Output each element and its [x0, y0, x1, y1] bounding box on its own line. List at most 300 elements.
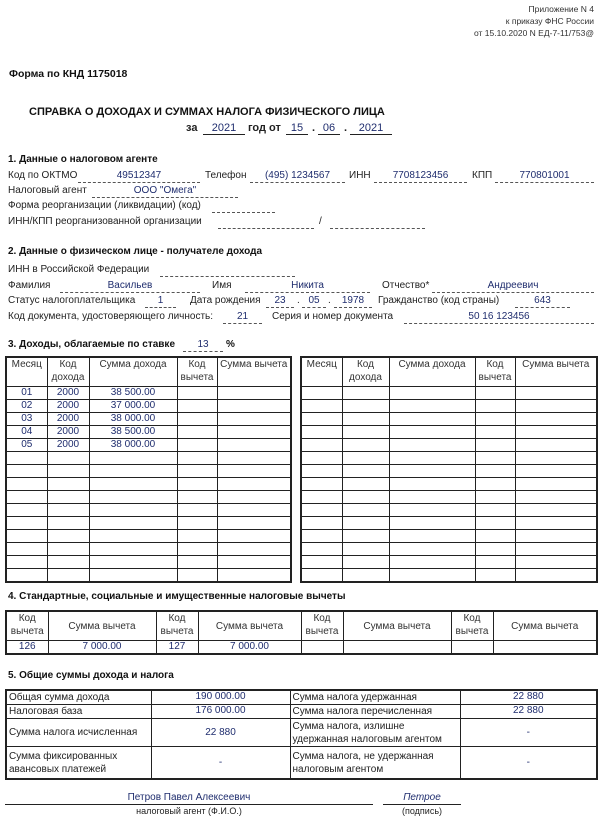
- totals-label: Сумма налога, не удержанная налоговым агентом: [290, 747, 460, 780]
- table-cell[interactable]: [389, 504, 475, 517]
- table-row: [301, 465, 597, 478]
- table-cell[interactable]: [515, 517, 597, 530]
- table-row: [6, 465, 291, 478]
- table-cell[interactable]: [217, 439, 291, 452]
- table-cell[interactable]: [389, 465, 475, 478]
- table-cell[interactable]: [475, 543, 515, 556]
- table-cell[interactable]: [475, 504, 515, 517]
- table-row: [6, 439, 291, 452]
- table-row: [6, 400, 291, 413]
- table-row: [6, 426, 291, 439]
- table-cell[interactable]: [389, 478, 475, 491]
- status-row: [0, 294, 600, 308]
- kpp-field[interactable]: 770801001: [495, 169, 594, 183]
- section3-title: 3. Доходы, облагаемые по ставке: [8, 339, 176, 350]
- deduction-code-header: Код вычета: [451, 611, 493, 641]
- table-row: [6, 569, 291, 583]
- report-year: 2021: [203, 121, 245, 135]
- table-cell[interactable]: [389, 387, 475, 400]
- reorg-inn-label: ИНН/КПП реорганизованной организации: [8, 216, 202, 227]
- table-row: [301, 491, 597, 504]
- totals-value[interactable]: 22 880: [151, 719, 290, 747]
- table-cell[interactable]: 38 000.00: [89, 413, 177, 426]
- table-row: [301, 478, 597, 491]
- document-title: СПРАВКА О ДОХОДАХ И СУММАХ НАЛОГА ФИЗИЧЕСКОГО ЛИЦА: [29, 106, 385, 118]
- table-cell[interactable]: [47, 556, 89, 569]
- table-cell[interactable]: [475, 400, 515, 413]
- phone-field[interactable]: (495) 1234567: [250, 169, 345, 183]
- citizenship-field[interactable]: 643: [515, 294, 570, 308]
- table-cell[interactable]: [177, 465, 217, 478]
- table-cell[interactable]: [515, 504, 597, 517]
- table-cell[interactable]: [475, 426, 515, 439]
- table-row: [6, 504, 291, 517]
- table-cell[interactable]: [47, 452, 89, 465]
- table-cell[interactable]: [89, 530, 177, 543]
- totals-label: Сумма налога, излишне удержанная налоговым агентом: [290, 719, 460, 747]
- income-table-right: [300, 356, 598, 583]
- column-header: Месяц: [301, 357, 342, 387]
- deduction-code[interactable]: [451, 641, 493, 655]
- deduction-sum[interactable]: 7 000.00: [48, 641, 156, 655]
- table-cell[interactable]: [217, 504, 291, 517]
- table-cell[interactable]: [301, 478, 342, 491]
- table-cell[interactable]: [47, 465, 89, 478]
- date-dot: .: [344, 122, 348, 134]
- table-cell[interactable]: [389, 439, 475, 452]
- table-cell[interactable]: [217, 452, 291, 465]
- status-label: Статус налогоплательщика: [8, 295, 136, 306]
- table-cell[interactable]: [342, 387, 389, 400]
- table-cell[interactable]: [301, 452, 342, 465]
- deduction-sum-header: Сумма вычета: [493, 611, 597, 641]
- birth-day-field[interactable]: 23: [266, 294, 294, 308]
- deduction-code-header: Код вычета: [6, 611, 48, 641]
- doc-code-label: Код документа, удостоверяющего личность:: [8, 311, 214, 322]
- totals-value[interactable]: -: [460, 747, 597, 780]
- citizenship-label: Гражданство (код страны): [378, 295, 500, 306]
- report-date-year: 2021: [350, 121, 392, 135]
- totals-row: [6, 747, 597, 780]
- doc-number-label: Серия и номер документа: [272, 311, 394, 322]
- report-month: 06: [318, 121, 340, 135]
- table-cell[interactable]: [301, 426, 342, 439]
- table-cell[interactable]: [47, 530, 89, 543]
- table-cell[interactable]: 38 000.00: [89, 439, 177, 452]
- table-cell[interactable]: [47, 478, 89, 491]
- table-cell[interactable]: [47, 517, 89, 530]
- table-cell[interactable]: [389, 569, 475, 583]
- section4-title: 4. Стандартные, социальные и имущественные налоговые вычеты: [8, 591, 346, 602]
- agent-name: Петров Павел Алексеевич: [5, 791, 373, 805]
- table-cell[interactable]: [389, 543, 475, 556]
- birth-year-field[interactable]: 1978: [334, 294, 372, 308]
- reorg-row: [0, 199, 600, 213]
- deduction-sum-header: Сумма вычета: [343, 611, 451, 641]
- table-cell[interactable]: [475, 530, 515, 543]
- doc-code-field[interactable]: 21: [223, 310, 262, 324]
- table-cell[interactable]: [6, 452, 47, 465]
- table-cell[interactable]: [342, 530, 389, 543]
- deduction-code[interactable]: [301, 641, 343, 655]
- table-cell[interactable]: [89, 504, 177, 517]
- table-cell[interactable]: [177, 543, 217, 556]
- inn-label: ИНН: [349, 170, 371, 181]
- totals-row: [6, 719, 597, 747]
- table-header-row: [6, 611, 597, 641]
- table-row: [301, 543, 597, 556]
- table-cell[interactable]: [342, 543, 389, 556]
- oktmo-label: Код по ОКТМО: [8, 170, 78, 181]
- totals-label: Сумма налога исчисленная: [6, 719, 151, 747]
- table-cell[interactable]: [342, 478, 389, 491]
- order-date-note: от 15.10.2020 N ЕД-7-11/753@: [473, 28, 594, 38]
- table-row: [6, 491, 291, 504]
- table-cell[interactable]: [6, 478, 47, 491]
- table-cell[interactable]: [6, 517, 47, 530]
- deduction-code[interactable]: 127: [156, 641, 198, 655]
- totals-table: [5, 689, 598, 780]
- agent-label: Налоговый агент: [8, 185, 87, 196]
- status-field[interactable]: 1: [145, 294, 176, 308]
- table-cell[interactable]: [475, 491, 515, 504]
- table-cell[interactable]: [389, 426, 475, 439]
- table-cell[interactable]: [177, 556, 217, 569]
- surname-field[interactable]: Васильев: [60, 279, 200, 293]
- table-cell[interactable]: [475, 413, 515, 426]
- table-cell[interactable]: [177, 400, 217, 413]
- table-cell[interactable]: [475, 517, 515, 530]
- table-row: [301, 426, 597, 439]
- reorg-inn-field[interactable]: [218, 215, 314, 229]
- totals-value[interactable]: -: [460, 719, 597, 747]
- table-cell[interactable]: [301, 556, 342, 569]
- table-cell[interactable]: [515, 530, 597, 543]
- table-cell[interactable]: [177, 452, 217, 465]
- table-row: [301, 387, 597, 400]
- table-cell[interactable]: [6, 504, 47, 517]
- table-cell[interactable]: [301, 413, 342, 426]
- person-inn-field[interactable]: [160, 263, 295, 277]
- section3-title-row: [0, 338, 600, 352]
- table-cell[interactable]: [217, 426, 291, 439]
- table-cell[interactable]: [89, 517, 177, 530]
- table-cell[interactable]: [6, 530, 47, 543]
- totals-value[interactable]: 22 880: [460, 705, 597, 719]
- table-cell[interactable]: [177, 530, 217, 543]
- table-cell[interactable]: [89, 569, 177, 583]
- table-cell[interactable]: [47, 504, 89, 517]
- table-cell[interactable]: [6, 465, 47, 478]
- deductions-table: [5, 610, 598, 655]
- table-cell[interactable]: [301, 543, 342, 556]
- table-cell[interactable]: [47, 491, 89, 504]
- table-cell[interactable]: [6, 491, 47, 504]
- oktmo-field[interactable]: 49512347: [78, 169, 200, 183]
- table-cell[interactable]: [515, 569, 597, 583]
- table-cell[interactable]: [89, 556, 177, 569]
- totals-value[interactable]: 176 000.00: [151, 705, 290, 719]
- table-cell[interactable]: [515, 543, 597, 556]
- date-dot: .: [312, 122, 316, 134]
- income-table-left: [5, 356, 292, 583]
- table-cell[interactable]: [342, 517, 389, 530]
- table-row: [301, 569, 597, 583]
- table-cell[interactable]: [342, 504, 389, 517]
- table-cell[interactable]: 03: [6, 413, 47, 426]
- table-row: [6, 413, 291, 426]
- table-cell[interactable]: [217, 413, 291, 426]
- totals-value[interactable]: 190 000.00: [151, 690, 290, 705]
- table-cell[interactable]: [177, 569, 217, 583]
- table-cell[interactable]: [177, 491, 217, 504]
- table-cell[interactable]: [217, 491, 291, 504]
- column-header: Код дохода: [342, 357, 389, 387]
- table-cell[interactable]: [515, 478, 597, 491]
- deduction-sum[interactable]: [343, 641, 451, 655]
- table-cell[interactable]: [89, 452, 177, 465]
- doc-number-field[interactable]: 50 16 123456: [404, 310, 594, 324]
- table-row: [6, 387, 291, 400]
- table-cell[interactable]: [475, 439, 515, 452]
- table-cell[interactable]: [177, 426, 217, 439]
- table-cell[interactable]: [301, 491, 342, 504]
- table-cell[interactable]: [177, 478, 217, 491]
- totals-label: Налоговая база: [6, 705, 151, 719]
- deduction-code-header: Код вычета: [156, 611, 198, 641]
- table-cell[interactable]: [342, 426, 389, 439]
- signature: Петрое: [383, 791, 461, 805]
- table-row: [301, 452, 597, 465]
- table-cell[interactable]: 2000: [47, 439, 89, 452]
- date-dot: .: [328, 295, 331, 306]
- agent-field[interactable]: ООО "Омега": [92, 184, 238, 198]
- table-cell[interactable]: [217, 556, 291, 569]
- deduction-code-header: Код вычета: [301, 611, 343, 641]
- person-inn-label: ИНН в Российской Федерации: [8, 264, 150, 275]
- signature-caption: (подпись): [401, 806, 443, 816]
- table-cell[interactable]: 2000: [47, 426, 89, 439]
- table-cell[interactable]: [515, 465, 597, 478]
- order-note: к приказу ФНС России: [505, 16, 594, 26]
- name-label: Имя: [212, 280, 232, 291]
- agent-codes-row: [0, 169, 600, 183]
- table-header-row: [6, 357, 291, 387]
- table-cell[interactable]: [217, 530, 291, 543]
- deduction-sum[interactable]: [493, 641, 597, 655]
- person-name-row: [0, 279, 600, 293]
- table-cell[interactable]: [389, 491, 475, 504]
- for-label: за: [186, 122, 198, 134]
- table-cell[interactable]: [475, 569, 515, 583]
- table-cell[interactable]: [389, 400, 475, 413]
- report-date-row: [0, 121, 600, 135]
- table-cell[interactable]: [177, 439, 217, 452]
- appendix-note: Приложение N 4: [528, 4, 594, 14]
- column-header: Код дохода: [47, 357, 89, 387]
- reorg-inn-row: [0, 215, 600, 229]
- table-cell[interactable]: [301, 465, 342, 478]
- table-cell[interactable]: [301, 517, 342, 530]
- deduction-code[interactable]: 126: [6, 641, 48, 655]
- percent-sign: %: [226, 339, 235, 350]
- kpp-label: КПП: [472, 170, 493, 181]
- table-row: [6, 556, 291, 569]
- reorg-field[interactable]: [212, 199, 275, 213]
- table-cell[interactable]: [515, 426, 597, 439]
- table-cell[interactable]: [342, 452, 389, 465]
- column-header: Сумма дохода: [389, 357, 475, 387]
- table-cell[interactable]: [301, 569, 342, 583]
- reorg-label: Форма реорганизации (ликвидации) (код): [8, 200, 201, 211]
- table-cell[interactable]: [301, 439, 342, 452]
- agent-caption: налоговый агент (Ф.И.О.): [136, 806, 242, 816]
- table-cell[interactable]: 2000: [47, 400, 89, 413]
- table-cell[interactable]: [301, 387, 342, 400]
- totals-label: Сумма налога удержанная: [290, 690, 460, 705]
- table-cell[interactable]: [475, 556, 515, 569]
- table-cell[interactable]: [177, 413, 217, 426]
- totals-label: Сумма налога перечисленная: [290, 705, 460, 719]
- table-cell[interactable]: [47, 569, 89, 583]
- table-cell[interactable]: 02: [6, 400, 47, 413]
- table-cell[interactable]: [301, 504, 342, 517]
- table-cell[interactable]: [342, 465, 389, 478]
- table-cell[interactable]: [515, 556, 597, 569]
- section5-title: 5. Общие суммы дохода и налога: [8, 670, 174, 681]
- table-row: [6, 530, 291, 543]
- table-cell[interactable]: 04: [6, 426, 47, 439]
- table-cell[interactable]: [177, 504, 217, 517]
- column-header: Сумма вычета: [515, 357, 597, 387]
- table-row: [6, 543, 291, 556]
- table-cell[interactable]: [475, 465, 515, 478]
- deduction-sum-header: Сумма вычета: [48, 611, 156, 641]
- section2-title: 2. Данные о физическом лице - получателе дохода: [8, 246, 263, 257]
- column-header: Код вычета: [475, 357, 515, 387]
- table-row: [6, 478, 291, 491]
- table-cell[interactable]: [217, 517, 291, 530]
- table-cell[interactable]: [89, 465, 177, 478]
- table-cell[interactable]: [47, 543, 89, 556]
- table-row: [6, 641, 597, 655]
- birth-label: Дата рождения: [190, 295, 261, 306]
- column-header: Сумма дохода: [89, 357, 177, 387]
- table-cell[interactable]: [217, 478, 291, 491]
- table-cell[interactable]: [301, 530, 342, 543]
- table-header-row: [301, 357, 597, 387]
- table-cell[interactable]: [475, 478, 515, 491]
- table-cell[interactable]: [342, 413, 389, 426]
- table-cell[interactable]: [6, 569, 47, 583]
- table-cell[interactable]: [217, 569, 291, 583]
- report-day: 15: [286, 121, 308, 135]
- table-row: [301, 504, 597, 517]
- table-cell[interactable]: [342, 569, 389, 583]
- table-cell[interactable]: [389, 530, 475, 543]
- totals-value[interactable]: -: [151, 747, 290, 780]
- patronymic-field[interactable]: Андреевич: [432, 279, 594, 293]
- totals-row: [6, 690, 597, 705]
- table-cell[interactable]: 37 000.00: [89, 400, 177, 413]
- totals-label: Сумма фиксированных авансовых платежей: [6, 747, 151, 780]
- deduction-sum-header: Сумма вычета: [198, 611, 301, 641]
- table-row: [301, 439, 597, 452]
- table-cell[interactable]: [177, 517, 217, 530]
- table-cell[interactable]: [515, 452, 597, 465]
- table-row: [301, 400, 597, 413]
- totals-value[interactable]: 22 880: [460, 690, 597, 705]
- surname-label: Фамилия: [8, 280, 51, 291]
- table-row: [301, 556, 597, 569]
- date-dot: .: [297, 295, 300, 306]
- reorg-kpp-field[interactable]: [330, 215, 425, 229]
- table-cell[interactable]: 38 500.00: [89, 426, 177, 439]
- table-row: [301, 530, 597, 543]
- table-cell[interactable]: [515, 439, 597, 452]
- table-row: [301, 517, 597, 530]
- table-cell[interactable]: 05: [6, 439, 47, 452]
- table-cell[interactable]: [89, 478, 177, 491]
- table-cell[interactable]: 38 500.00: [89, 387, 177, 400]
- table-row: [301, 413, 597, 426]
- table-cell[interactable]: [389, 556, 475, 569]
- name-field[interactable]: Никита: [245, 279, 370, 293]
- table-cell[interactable]: [217, 400, 291, 413]
- table-cell[interactable]: [342, 556, 389, 569]
- table-cell[interactable]: [217, 465, 291, 478]
- table-cell[interactable]: [217, 387, 291, 400]
- table-cell[interactable]: [301, 400, 342, 413]
- table-cell[interactable]: 01: [6, 387, 47, 400]
- table-cell[interactable]: [89, 543, 177, 556]
- table-cell[interactable]: [515, 400, 597, 413]
- patronymic-label: Отчество*: [382, 280, 430, 291]
- totals-label: Общая сумма дохода: [6, 690, 151, 705]
- table-cell[interactable]: [177, 387, 217, 400]
- table-cell[interactable]: [475, 387, 515, 400]
- table-cell[interactable]: [515, 413, 597, 426]
- table-cell[interactable]: 2000: [47, 413, 89, 426]
- column-header: Сумма вычета: [217, 357, 291, 387]
- table-cell[interactable]: [6, 556, 47, 569]
- form-code: Форма по КНД 1175018: [9, 68, 128, 80]
- slash: /: [319, 216, 322, 227]
- table-cell[interactable]: [6, 543, 47, 556]
- table-cell[interactable]: [515, 491, 597, 504]
- person-inn-row: [0, 263, 600, 277]
- document-row: [0, 310, 600, 324]
- table-cell[interactable]: [217, 543, 291, 556]
- agent-name-row: [0, 184, 600, 198]
- inn-field[interactable]: 7708123456: [374, 169, 467, 183]
- table-cell[interactable]: [89, 491, 177, 504]
- table-cell[interactable]: [475, 452, 515, 465]
- birth-month-field[interactable]: 05: [302, 294, 326, 308]
- table-cell[interactable]: [389, 517, 475, 530]
- rate-field[interactable]: 13: [183, 338, 223, 352]
- table-cell[interactable]: [342, 400, 389, 413]
- table-row: [6, 452, 291, 465]
- table-cell[interactable]: 2000: [47, 387, 89, 400]
- deduction-sum[interactable]: 7 000.00: [198, 641, 301, 655]
- table-cell[interactable]: [389, 413, 475, 426]
- table-cell[interactable]: [342, 439, 389, 452]
- table-cell[interactable]: [389, 452, 475, 465]
- table-cell[interactable]: [342, 491, 389, 504]
- table-cell[interactable]: [515, 387, 597, 400]
- date-label: год от: [248, 122, 281, 134]
